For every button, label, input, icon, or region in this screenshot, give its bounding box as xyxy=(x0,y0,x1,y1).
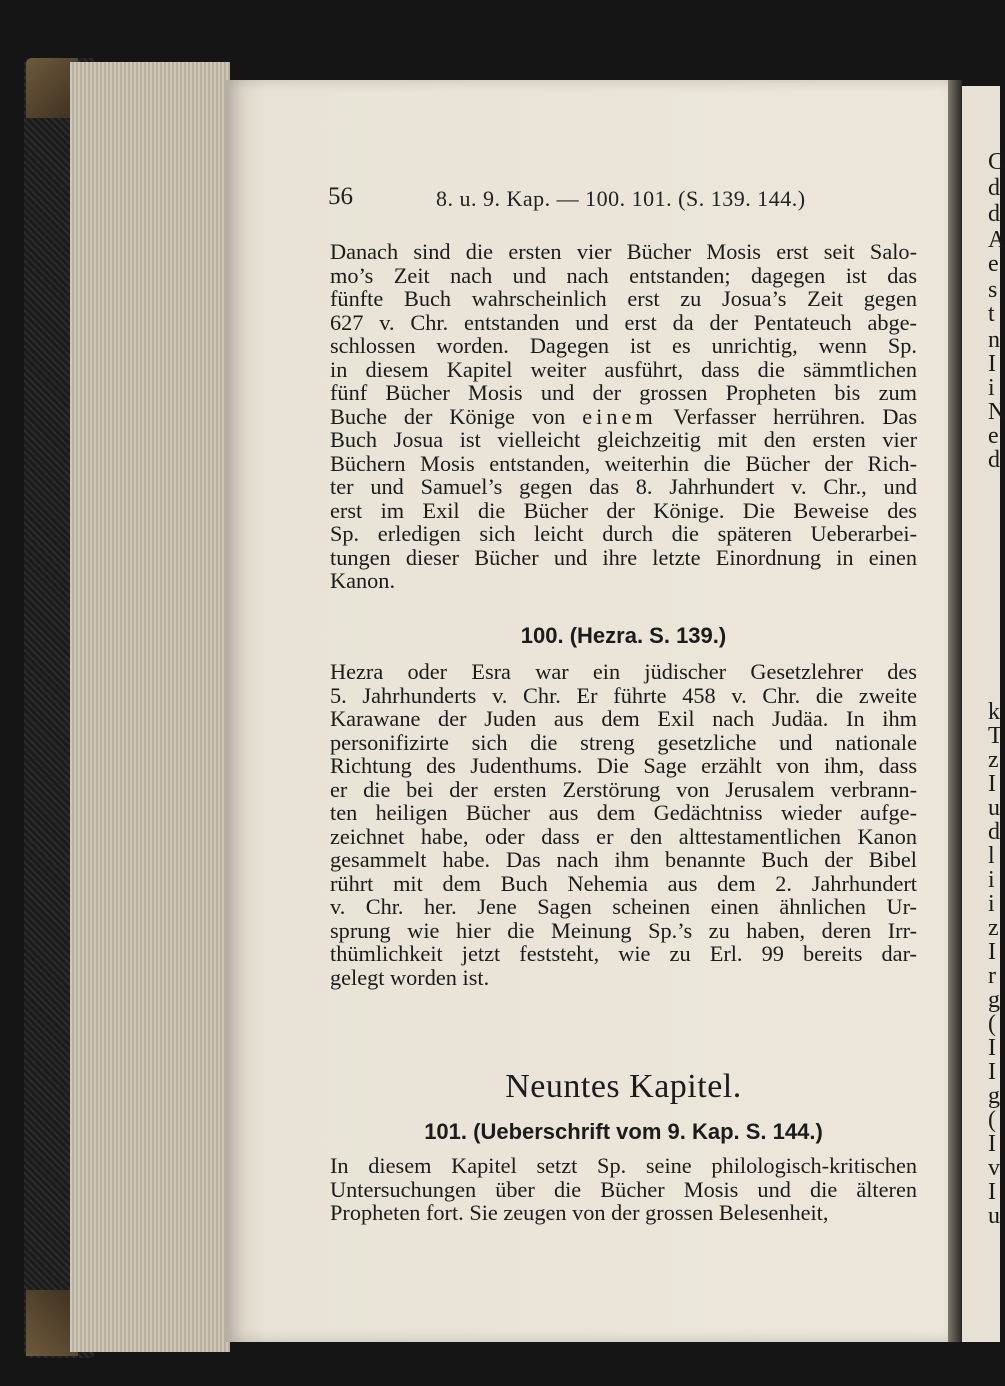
facing-page-letter: I xyxy=(988,351,996,377)
facing-page-letter: I xyxy=(988,939,996,965)
facing-page-letter: n xyxy=(988,327,1000,353)
text-line: Richtung des Judenthums. Die Sage erzählt von ihm, dass xyxy=(330,753,917,778)
text-line: personifizirte sich die streng gesetzliche und nationale xyxy=(330,729,917,755)
text-line: thümlichkeit jetzt feststeht, wie zu Erl. 99 bereits dar- xyxy=(330,941,917,966)
facing-page-letter: d xyxy=(988,175,1000,201)
text-line: tungen dieser Bücher und ihre letzte Einordnung in einen xyxy=(330,544,917,570)
text-line: v. Chr. her. Jene Sagen scheinen einen ähnlichen Ur- xyxy=(330,894,917,919)
facing-page-letter: g xyxy=(988,1083,1000,1109)
facing-page-letter: e xyxy=(988,423,999,449)
page-edges xyxy=(70,62,230,1352)
facing-page-letter: u xyxy=(988,1203,1000,1229)
text-line: gesammelt habe. Das nach ihm benannte Buch der Bibel xyxy=(330,847,917,872)
facing-page-letter: i xyxy=(988,891,995,917)
text-line: Kanon. xyxy=(330,568,396,593)
text-line: sprung wie hier die Meinung Sp.’s zu haben, deren Irr- xyxy=(330,917,917,943)
text-line: Buche der Könige von einem Verfasser herrühren. Das xyxy=(330,403,917,429)
facing-page-letter: v xyxy=(988,1155,1000,1181)
text-line: Karawane der Juden aus dem Exil nach Judäa. In ihm xyxy=(330,706,917,731)
facing-page-letter: r xyxy=(988,963,996,989)
facing-page-letter: A xyxy=(988,227,1005,253)
text-line: Hezra oder Esra war ein jüdischer Gesetzlehrer des xyxy=(330,659,917,684)
text-line: fünf Bücher Mosis und der grossen Propheten bis zum xyxy=(330,380,917,405)
text-line: Danach sind die ersten vier Bücher Mosis erst seit Salo- xyxy=(330,239,917,264)
facing-page-letter: i xyxy=(988,867,995,893)
facing-page-letter: i xyxy=(988,375,995,401)
facing-page xyxy=(962,86,1005,1342)
facing-page-letter: s xyxy=(988,277,998,303)
facing-page-letter: l xyxy=(988,843,995,869)
section-100-text xyxy=(330,660,917,989)
text-line: erst im Exil die Bücher der Könige. Die Beweise des xyxy=(330,497,917,523)
chapter-title: Neuntes Kapitel. xyxy=(505,1068,742,1105)
text-line: schlossen worden. Dagegen ist es unrichtig, wenn Sp. xyxy=(330,333,917,358)
facing-page-letter: C xyxy=(988,149,1005,175)
facing-page-letter: d xyxy=(988,201,1000,227)
text-line: In diesem Kapitel setzt Sp. seine philologisch-kritischen xyxy=(330,1153,917,1178)
facing-page-letter: ( xyxy=(988,1011,996,1037)
text-line: Buch Josua ist vielleicht gleichzeitig mit den ersten vier xyxy=(330,427,917,452)
text-line: Büchern Mosis entstanden, weiterhin die Bücher der Rich- xyxy=(330,450,917,476)
text-line: in diesem Kapitel weiter ausführt, dass die sämmtlichen xyxy=(330,356,917,382)
paragraph-continued xyxy=(330,240,917,593)
facing-page-letter: I xyxy=(988,1179,996,1205)
text-line: Sp. erledigen sich leicht durch die späteren Ueberarbei- xyxy=(330,521,917,546)
facing-page-letter: k xyxy=(988,699,1000,725)
facing-page-letter: e xyxy=(988,251,999,277)
text-line: zeichnet habe, oder dass er den alttestamentlichen Kanon xyxy=(330,823,917,849)
page-number: 56 xyxy=(328,183,353,210)
facing-page-letter: t xyxy=(988,301,995,327)
facing-page-letter: ( xyxy=(988,1107,996,1133)
text-line: gelegt worden ist. xyxy=(330,964,490,990)
facing-page-letter: g xyxy=(988,987,1000,1013)
facing-page-letter: z xyxy=(988,747,999,773)
facing-page-letter: d xyxy=(988,447,1000,473)
facing-page-letter: d xyxy=(988,819,1000,845)
facing-page-letter: T xyxy=(988,723,1003,749)
section-heading-101: 101. (Ueberschrift vom 9. Kap. S. 144.) xyxy=(424,1119,823,1144)
facing-page-letter: u xyxy=(988,795,1000,821)
text-line: mo’s Zeit nach und nach entstanden; dagegen ist das xyxy=(330,262,917,288)
facing-page-letter: I xyxy=(988,1035,996,1061)
text-line: Untersuchungen über die Bücher Mosis und die älteren xyxy=(330,1176,917,1202)
text-line: er die bei der ersten Zerstörung von Jerusalem verbrann- xyxy=(330,776,917,802)
text-line: Propheten fort. Sie zeugen von der grossen Belesenheit, xyxy=(330,1200,829,1225)
facing-page-letter: I xyxy=(988,1059,996,1085)
text-line: rührt mit dem Buch Nehemia aus dem 2. Jahrhundert xyxy=(330,870,917,896)
facing-page-letter: I xyxy=(988,1131,996,1157)
text-line: ter und Samuel’s gegen das 8. Jahrhundert v. Chr., und xyxy=(330,474,917,499)
book-gutter xyxy=(946,80,962,1342)
text-line: 627 v. Chr. entstanden und erst da der Pentateuch abge- xyxy=(330,309,917,335)
running-title: 8. u. 9. Kap. — 100. 101. (S. 139. 144.) xyxy=(436,186,806,211)
facing-page-letter: z xyxy=(988,915,999,941)
text-line: 5. Jahrhunderts v. Chr. Er führte 458 v. Chr. die zweite xyxy=(330,682,917,708)
facing-page-letter: I xyxy=(988,771,996,797)
section-101-text xyxy=(330,1154,917,1225)
text-line: fünfte Buch wahrscheinlich erst zu Josua’s Zeit gegen xyxy=(330,286,917,311)
facing-page-letter: N xyxy=(988,399,1005,425)
text-line: ten heiligen Bücher aus dem Gedächtniss wieder aufge- xyxy=(330,800,917,825)
section-heading-100: 100. (Hezra. S. 139.) xyxy=(520,623,727,648)
